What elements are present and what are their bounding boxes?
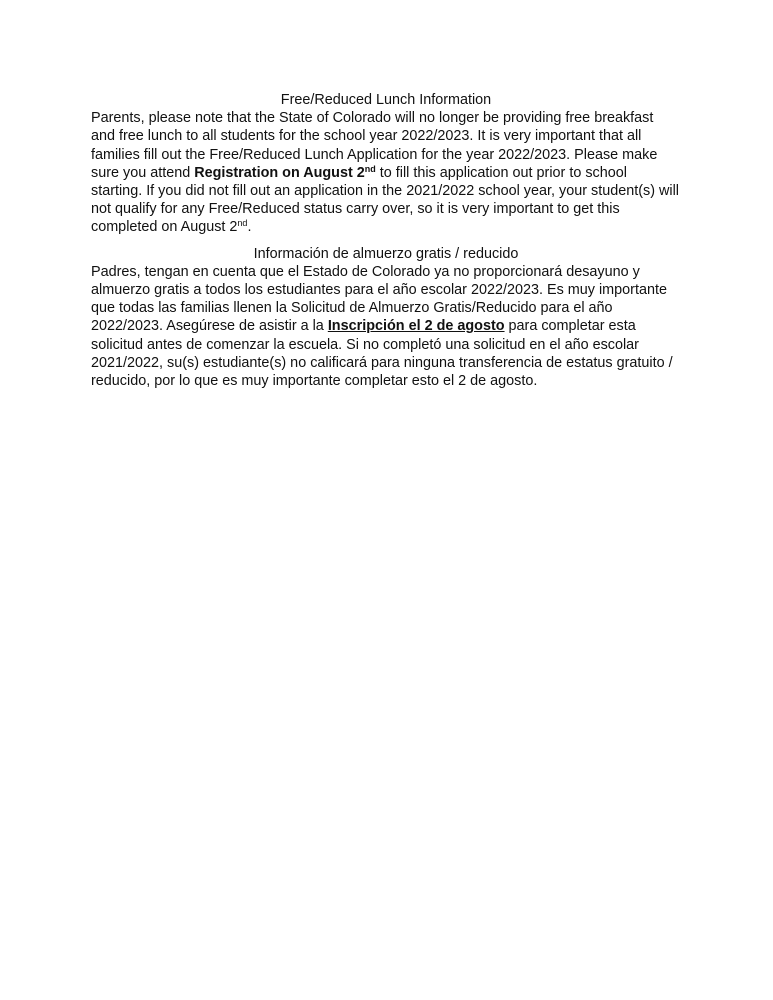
english-section [91,91,681,237]
spanish-text-2: para completar esta solicitud antes de comenzar la escuela. Si no completó una solicitud en el año escolar 2021/2022, su(s) estudiante(s) no calificará para ninguna transferencia de estatus gratuito / reducido, por lo que es muy importante completar esto el 2 de agosto. [91,318,673,390]
spanish-section [91,245,681,391]
english-text-1: Parents, please note that the State of Colorado will no longer be providing free breakfast and free lunch to all students for the school year 2022/2023. It is very important that all families fill out the Free/Reduced Lunch Application for the year 2022/2023. Please make sure you attend [91,110,658,181]
english-registration-bold [194,165,376,181]
english-text-2: to fill this application out prior to school starting. If you did not fill out an application in the 2021/2022 school year, your student(s) will not qualify for any Free/Reduced status carry over, so it is very important to get this completed on August 2 [91,164,679,236]
english-title: Free/Reduced Lunch Information [280,92,492,108]
english-registration-text: Registration on August 2 [194,164,365,181]
english-registration-sup: nd [364,163,376,174]
document-page [91,91,681,390]
spanish-inscripcion-bold: Inscripción el 2 de agosto [327,318,505,335]
english-paragraph [91,109,681,236]
english-date-sup: nd [237,218,248,229]
english-text-3: . [247,219,252,236]
spanish-paragraph [91,263,681,390]
spanish-title: Información de almuerzo gratis / reducido [253,245,519,262]
spanish-text-1: Padres, tengan en cuenta que el Estado de Colorado ya no proporcionará desayuno y almuerzo gratis a todos los estudiantes para el año escolar 2022/2023. Es muy importante que todas las familias llenen la Solicitud de Almuerzo Gratis/Reducido para el año 2022/2023. Asegúrese de asistir a la [91,263,667,335]
